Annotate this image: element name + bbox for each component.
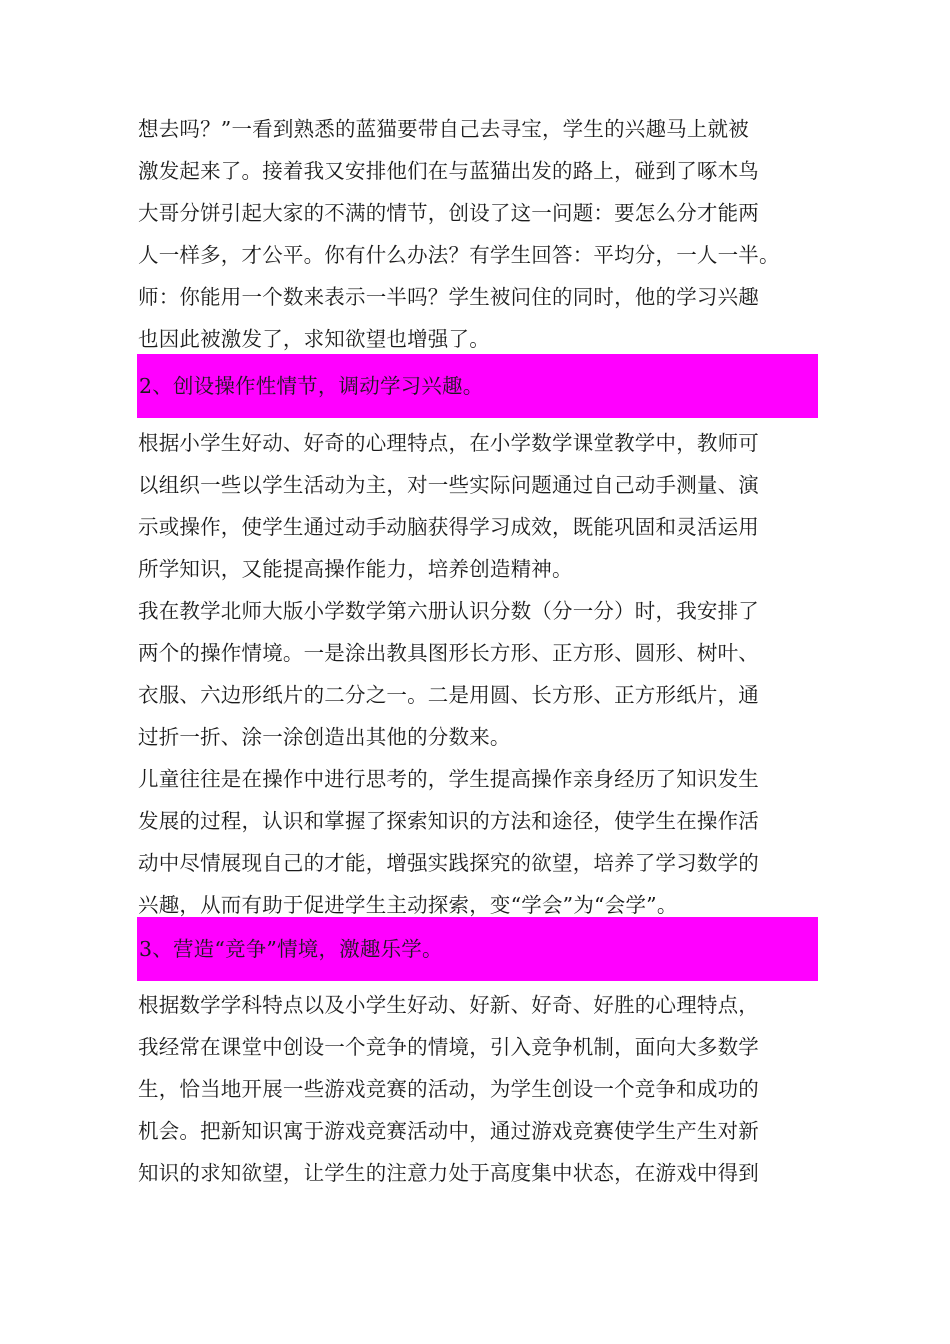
text-line: 师：你能用一个数来表示一半吗？学生被问住的同时，他的学习兴趣: [138, 285, 759, 309]
paragraph-2: [138, 422, 828, 926]
text-line: 衣服、六边形纸片的二分之一。二是用圆、长方形、正方形纸片，通: [138, 683, 759, 707]
text-line: 以组织一些以学生活动为主，对一些实际问题通过自己动手测量、演: [138, 473, 759, 497]
section-heading-text: 2、创设操作性情节，调动学习兴趣。: [139, 374, 484, 398]
text-line: 机会。把新知识寓于游戏竞赛活动中，通过游戏竞赛使学生产生对新: [138, 1119, 759, 1143]
text-line: 发展的过程，认识和掌握了探索知识的方法和途径，使学生在操作活: [138, 809, 759, 833]
text-line: 知识的求知欲望，让学生的注意力处于高度集中状态，在游戏中得到: [138, 1161, 759, 1185]
paragraph-3: [138, 984, 828, 1194]
text-line: 动中尽情展现自己的才能，增强实践探究的欲望，培养了学习数学的: [138, 851, 759, 875]
text-line: 大哥分饼引起大家的不满的情节，创设了这一问题：要怎么分才能两: [138, 201, 759, 225]
text-line: 所学知识，又能提高操作能力，培养创造精神。: [138, 557, 573, 581]
text-line: 我在教学北师大版小学数学第六册认识分数（分一分）时，我安排了: [138, 599, 759, 623]
section-heading-3: [137, 917, 818, 981]
text-line: 过折一折、涂一涂创造出其他的分数来。: [138, 725, 511, 749]
paragraph-1: [138, 108, 828, 360]
text-line: 兴趣，从而有助于促进学生主动探索，变“学会”为“会学”。: [138, 893, 678, 917]
text-line: 根据数学学科特点以及小学生好动、好新、好奇、好胜的心理特点，: [138, 993, 759, 1017]
text-line: 也因此被激发了，求知欲望也增强了。: [138, 327, 490, 351]
text-line: 儿童往往是在操作中进行思考的，学生提高操作亲身经历了知识发生: [138, 767, 759, 791]
text-line: 我经常在课堂中创设一个竞争的情境，引入竞争机制，面向大多数学: [138, 1035, 759, 1059]
text-line: 生，恰当地开展一些游戏竞赛的活动，为学生创设一个竞争和成功的: [138, 1077, 759, 1101]
text-line: 根据小学生好动、好奇的心理特点，在小学数学课堂教学中，教师可: [138, 431, 759, 455]
text-line: 示或操作，使学生通过动手动脑获得学习成效，既能巩固和灵活运用: [138, 515, 759, 539]
text-line: 两个的操作情境。一是涂出教具图形长方形、正方形、圆形、树叶、: [138, 641, 759, 665]
text-line: 人一样多，才公平。你有什么办法？有学生回答：平均分，一人一半。: [138, 243, 780, 267]
text-line: 激发起来了。接着我又安排他们在与蓝猫出发的路上，碰到了啄木鸟: [138, 159, 759, 183]
section-heading-text: 3、营造“竞争”情境，激趣乐学。: [139, 937, 443, 961]
text-line: 想去吗？”一看到熟悉的蓝猫要带自己去寻宝，学生的兴趣马上就被: [138, 117, 749, 141]
section-heading-2: [137, 354, 818, 418]
